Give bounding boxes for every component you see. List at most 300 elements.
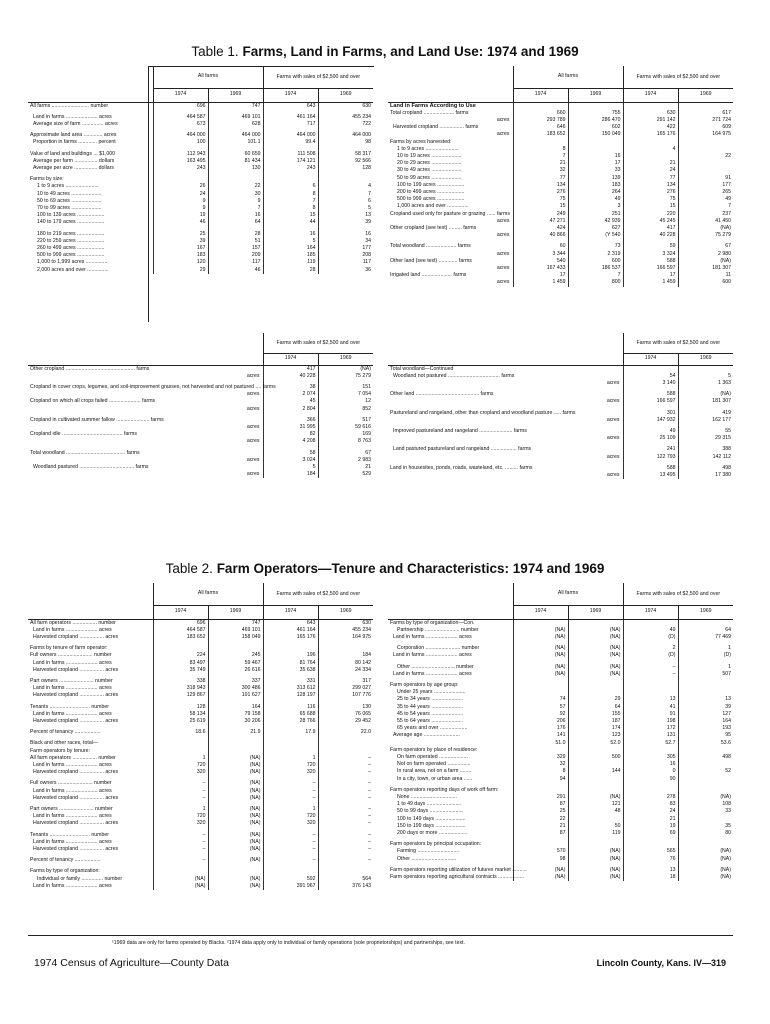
table-row xyxy=(388,725,733,732)
row-label: acres xyxy=(246,405,260,412)
cell-value: (NA) xyxy=(318,365,373,373)
cell-value: 130 xyxy=(318,704,373,711)
table-row xyxy=(388,211,733,218)
cell-value: 15 xyxy=(513,203,568,210)
cell-value: 337 xyxy=(208,678,263,685)
row-label: Land in farms ...................... acres xyxy=(393,633,472,640)
cell-value: 11 xyxy=(678,272,733,279)
cell-value: 717 xyxy=(263,121,318,128)
row-label: 200 to 499 acres ................... xyxy=(397,188,465,195)
table-row xyxy=(388,682,733,689)
table-row xyxy=(388,365,733,373)
cell-value: 38 xyxy=(263,384,318,391)
row-label: acres xyxy=(246,456,260,463)
cell-value: 169 xyxy=(318,431,373,438)
cell-value: 7 xyxy=(263,198,318,205)
cell-value: 8 763 xyxy=(318,438,373,445)
cell-value: 2 804 xyxy=(263,406,318,413)
table1-title-prefix: Table 1. xyxy=(191,44,239,59)
cell-value: 208 xyxy=(318,252,373,259)
cell-value: – xyxy=(318,769,373,776)
row-label: Approximate land area ............. acres xyxy=(30,132,117,139)
cell-value: 630 xyxy=(318,102,373,110)
table-row xyxy=(388,153,733,160)
cell-value: 17 380 xyxy=(678,472,733,479)
table-row xyxy=(28,645,373,652)
row-label: acres xyxy=(606,416,620,423)
cell-value: 49 xyxy=(623,428,678,435)
table-row xyxy=(28,464,373,471)
cell-value: 19 xyxy=(153,212,208,219)
table-row xyxy=(388,124,733,131)
row-label: Average size of farm ............... acres xyxy=(33,120,118,127)
cell-value xyxy=(513,139,568,146)
t2-left-year-1969: 1969 xyxy=(208,605,263,619)
cell-value: 165 176 xyxy=(623,131,678,138)
cell-value: 164 xyxy=(678,718,733,725)
cell-value xyxy=(263,645,318,652)
cell-value xyxy=(318,868,373,875)
table-row xyxy=(388,754,733,761)
cell-value: 21.9 xyxy=(208,729,263,736)
row-label: 150 to 199 days ..................... xyxy=(397,822,466,829)
row-label: Partnership ........................ number xyxy=(397,626,479,633)
cell-value: 646 xyxy=(513,124,568,131)
row-label: 2,000 acres and over ............... xyxy=(37,266,109,273)
table1-sub-left-panel xyxy=(28,333,373,478)
table-row xyxy=(28,780,373,787)
table-row xyxy=(388,634,733,641)
table-row xyxy=(388,689,733,696)
cell-value: 755 xyxy=(568,110,623,117)
cell-value: 16 xyxy=(263,231,318,238)
cell-value: 249 xyxy=(513,211,568,218)
cell-value: 22 xyxy=(208,183,263,190)
cell-value: 7 054 xyxy=(318,391,373,398)
row-label: Harvested cropland ................. farms xyxy=(393,124,479,131)
cell-value xyxy=(568,747,623,754)
cell-value: 82 xyxy=(263,431,318,438)
cell-value: 564 xyxy=(318,876,373,883)
row-label: Harvested cropland ................. acres xyxy=(33,769,119,776)
cell-value: 464 587 xyxy=(153,627,208,634)
cell-value: 7 xyxy=(318,191,373,198)
cell-value: 673 xyxy=(153,121,208,128)
table-row xyxy=(28,868,373,875)
row-label: 140 to 179 acres ................... xyxy=(37,219,105,226)
cell-value: 64 xyxy=(678,627,733,634)
row-label: Tenants ............................ number xyxy=(30,831,109,838)
cell-value: 627 xyxy=(568,225,623,232)
cell-value: 696 xyxy=(153,619,208,627)
cell-value: 95 xyxy=(678,732,733,739)
cell-value: 5 xyxy=(318,205,373,212)
row-label: acres xyxy=(496,232,510,239)
cell-value: 331 xyxy=(263,678,318,685)
table1-title-main: Farms, Land in Farms, and Land Use: xyxy=(242,44,484,59)
cell-value xyxy=(568,139,623,146)
cell-value: 9 xyxy=(208,198,263,205)
row-label: Harvested cropland ................. acres xyxy=(33,820,119,827)
row-label: 30 to 49 acres ..................... xyxy=(397,167,462,174)
cell-value: 108 xyxy=(678,801,733,808)
cell-value: 9 xyxy=(153,198,208,205)
cell-value: 123 xyxy=(568,732,623,739)
cell-value: 4 xyxy=(623,146,678,153)
cell-value xyxy=(623,787,678,794)
row-label: Farm operators by age group: xyxy=(390,681,459,688)
cell-value: 4 208 xyxy=(263,438,318,445)
row-label: Harvested cropland ................. acres xyxy=(33,717,119,724)
cell-value: 129 867 xyxy=(153,692,208,699)
cell-value: 127 xyxy=(678,711,733,718)
cell-value xyxy=(568,146,623,153)
cell-value: (NA) xyxy=(568,856,623,863)
cell-value: 76 xyxy=(623,856,678,863)
cell-value: 498 xyxy=(678,465,733,472)
table-row xyxy=(388,410,733,417)
cell-value: 1 xyxy=(263,755,318,762)
cell-value: 69 xyxy=(623,830,678,837)
cell-value: 49 xyxy=(678,196,733,203)
cell-value: 517 xyxy=(318,417,373,424)
cell-value: 53.6 xyxy=(678,740,733,747)
cell-value: 28 xyxy=(208,231,263,238)
row-label: Land in farms ...................... acres xyxy=(33,626,112,633)
table-row xyxy=(388,874,733,881)
table-row xyxy=(388,203,733,210)
cell-value: 64 xyxy=(208,219,263,226)
table-row xyxy=(28,718,373,725)
cell-value: 121 xyxy=(568,801,623,808)
t1-right-year-1969: 1969 xyxy=(568,88,623,102)
row-label: Land in Farms According to Use xyxy=(390,102,476,109)
row-label: Land in farms ...................... acres xyxy=(393,670,472,677)
table-row xyxy=(388,801,733,808)
table2-title-main: Farm Operators—Tenure and Characteristics: xyxy=(216,561,510,576)
cell-value: 177 xyxy=(678,182,733,189)
cell-value: 852 xyxy=(318,406,373,413)
cell-value: 59 616 xyxy=(318,424,373,431)
table-row xyxy=(28,431,373,438)
table-row xyxy=(388,454,733,461)
cell-value xyxy=(208,740,263,747)
table-row xyxy=(388,841,733,848)
cell-value: 5 xyxy=(263,238,318,245)
cell-value: 24 xyxy=(623,808,678,815)
table-row xyxy=(388,472,733,479)
cell-value: 44 xyxy=(263,219,318,226)
cell-value: 35 xyxy=(678,823,733,830)
cell-value xyxy=(263,740,318,747)
cell-value xyxy=(678,167,733,174)
table-row xyxy=(28,457,373,464)
cell-value: 0 xyxy=(623,768,678,775)
footer-publication: 1974 Census of Agriculture—County Data xyxy=(34,957,229,969)
cell-value: 117 xyxy=(318,259,373,266)
cell-value: 301 xyxy=(623,410,678,417)
cell-value: 3 xyxy=(568,203,623,210)
cell-value xyxy=(318,645,373,652)
row-label: Other land (see text) ............. farms xyxy=(390,257,472,264)
cell-value: 464 000 xyxy=(208,132,263,139)
cell-value: 60 659 xyxy=(208,151,263,158)
cell-value: – xyxy=(263,795,318,802)
cell-value: (NA) xyxy=(208,795,263,802)
row-label: Farms by tenure of farm operator: xyxy=(30,645,108,652)
table-row xyxy=(28,711,373,718)
cell-value: (NA) xyxy=(153,883,208,890)
table-row xyxy=(388,139,733,146)
cell-value: 183 xyxy=(153,252,208,259)
cell-value xyxy=(623,619,678,627)
cell-value: 320 xyxy=(263,820,318,827)
table-row xyxy=(388,225,733,232)
cell-value: (NA) xyxy=(208,876,263,883)
cell-value: 617 xyxy=(678,110,733,117)
cell-value: 720 xyxy=(263,762,318,769)
cell-value: 206 xyxy=(513,718,568,725)
cell-value: 80 142 xyxy=(318,660,373,667)
cell-value: 74 xyxy=(513,696,568,703)
cell-value: 91 xyxy=(623,711,678,718)
cell-value: 419 xyxy=(678,410,733,417)
cell-value: (NA) xyxy=(513,671,568,678)
row-label: Irrigated land ..................... farms xyxy=(390,272,467,279)
cell-value: 592 xyxy=(263,876,318,883)
row-label: acres xyxy=(246,372,260,379)
cell-value xyxy=(153,645,208,652)
row-label: Part owners ........................ number xyxy=(30,677,113,684)
row-label: Farm operators by principal occupation: xyxy=(390,841,482,848)
table-row xyxy=(28,692,373,699)
row-label: Value of land and buildings ... $1,000 xyxy=(30,150,115,157)
cell-value: 183 xyxy=(568,182,623,189)
table-row xyxy=(388,243,733,250)
table-row xyxy=(28,373,373,380)
cell-value: 40 228 xyxy=(263,373,318,380)
cell-value: 722 xyxy=(318,121,373,128)
cell-value: 2 983 xyxy=(318,457,373,464)
cell-value: 8 xyxy=(263,191,318,198)
cell-value xyxy=(623,841,678,848)
cell-value: 747 xyxy=(208,102,263,110)
table-row xyxy=(28,634,373,641)
cell-value xyxy=(678,102,733,110)
cell-value: 24 334 xyxy=(318,667,373,674)
cell-value: (NA) xyxy=(568,848,623,855)
row-label: Corporation ........................ number xyxy=(397,645,480,652)
cell-value xyxy=(623,153,678,160)
cell-value: 147 932 xyxy=(623,417,678,424)
cell-value: – xyxy=(153,788,208,795)
t1-left-frame xyxy=(148,66,374,322)
row-label: Total cropland ..................... farms xyxy=(390,109,469,116)
cell-value: 16 xyxy=(208,212,263,219)
cell-value: 112 943 xyxy=(153,151,208,158)
cell-value: 90 xyxy=(623,776,678,783)
row-label: 1 to 49 days ........................ xyxy=(397,801,462,808)
table-row xyxy=(28,406,373,413)
cell-value: 2 xyxy=(623,645,678,652)
cell-value: (NA) xyxy=(568,794,623,801)
cell-value: (NA) xyxy=(208,755,263,762)
cell-value: 67 xyxy=(318,450,373,457)
cell-value: (NA) xyxy=(568,664,623,671)
t2-left-year-1974: 1974 xyxy=(153,605,208,619)
cell-value xyxy=(678,682,733,689)
table-row xyxy=(28,813,373,820)
row-label: Land in farms ...................... acres xyxy=(33,659,112,666)
cell-value xyxy=(318,740,373,747)
cell-value: 45 xyxy=(263,398,318,405)
table-row xyxy=(28,876,373,883)
cell-value: 165 176 xyxy=(263,634,318,641)
cell-value: 265 xyxy=(678,189,733,196)
cell-value: 87 xyxy=(513,830,568,837)
cell-value: 2 074 xyxy=(263,391,318,398)
table-row xyxy=(28,660,373,667)
table-row xyxy=(388,776,733,783)
cell-value xyxy=(513,689,568,696)
row-label: Full owners ........................ number xyxy=(30,652,112,659)
cell-value: – xyxy=(153,795,208,802)
cell-value: 800 xyxy=(568,279,623,286)
cell-value: 64 xyxy=(568,704,623,711)
table-row xyxy=(28,471,373,478)
cell-value: 17 xyxy=(513,272,568,279)
cell-value: 198 xyxy=(623,718,678,725)
table-row xyxy=(388,251,733,258)
cell-value: – xyxy=(318,839,373,846)
t2-left-year-1974b: 1974 xyxy=(263,605,318,619)
table2-bottom-rule xyxy=(28,935,733,936)
cell-value: 58 134 xyxy=(153,711,208,718)
table-row xyxy=(28,788,373,795)
row-label: 220 to 259 acres ................... xyxy=(37,237,105,244)
table-row xyxy=(28,450,373,457)
table-row xyxy=(388,747,733,754)
cell-value: 7 xyxy=(513,153,568,160)
row-label: Proportion in farms ............. percent xyxy=(33,139,116,146)
cell-value xyxy=(678,841,733,848)
cell-value: 366 xyxy=(263,417,318,424)
cell-value: 388 xyxy=(678,446,733,453)
cell-value: 151 xyxy=(318,384,373,391)
cell-value: 77 469 xyxy=(678,634,733,641)
row-label: None ................................ xyxy=(397,793,457,800)
table2-title-prefix: Table 2. xyxy=(165,561,213,576)
cell-value: 32 xyxy=(513,167,568,174)
cell-value: 40 228 xyxy=(623,232,678,239)
table-row xyxy=(388,465,733,472)
cell-value: 455 234 xyxy=(318,627,373,634)
cell-value: 338 xyxy=(153,678,208,685)
cell-value: 100 xyxy=(153,139,208,146)
cell-value: 13 xyxy=(623,696,678,703)
cell-value: 720 xyxy=(153,813,208,820)
cell-value: 529 xyxy=(318,471,373,478)
cell-value: 209 xyxy=(208,252,263,259)
t1-sub-right-y1969: 1969 xyxy=(678,353,733,365)
cell-value: 41 450 xyxy=(678,218,733,225)
row-label: acres xyxy=(606,435,620,442)
cell-value: 196 xyxy=(263,652,318,659)
table-row xyxy=(28,417,373,424)
table1-title xyxy=(0,44,770,59)
cell-value xyxy=(513,747,568,754)
table-row xyxy=(28,795,373,802)
cell-value: – xyxy=(318,806,373,813)
cell-value: 48 xyxy=(568,808,623,815)
cell-value: 643 xyxy=(263,102,318,110)
table-row xyxy=(388,146,733,153)
table-row xyxy=(388,718,733,725)
cell-value: 183 652 xyxy=(153,634,208,641)
cell-value: – xyxy=(318,820,373,827)
cell-value: 602 xyxy=(568,124,623,131)
table-row xyxy=(28,667,373,674)
table1-title-years: 1974 and 1969 xyxy=(487,44,579,59)
cell-value: (NA) xyxy=(208,883,263,890)
row-label: Not on farm operated ................ xyxy=(397,761,471,768)
row-label: Farming ............................. xyxy=(397,848,460,855)
cell-value: 318 943 xyxy=(153,685,208,692)
cell-value: 29 xyxy=(568,696,623,703)
cell-value: 391 967 xyxy=(263,883,318,890)
cell-value xyxy=(678,139,733,146)
cell-value: 73 xyxy=(568,243,623,250)
table-row xyxy=(28,740,373,747)
cell-value: – xyxy=(318,813,373,820)
cell-value: 134 xyxy=(513,182,568,189)
row-label: 55 to 64 years ...................... xyxy=(397,717,464,724)
t1-sub-left-header: Farms with sales of $2,500 and over xyxy=(263,333,373,353)
table-row xyxy=(388,117,733,124)
table-row xyxy=(388,856,733,863)
cell-value: 58 xyxy=(263,450,318,457)
cell-value: 17 xyxy=(568,160,623,167)
table-row xyxy=(388,175,733,182)
cell-value xyxy=(568,761,623,768)
cell-value: 92 xyxy=(513,711,568,718)
cell-value: 424 xyxy=(513,225,568,232)
cell-value: 167 433 xyxy=(513,265,568,272)
cell-value: 33 xyxy=(678,808,733,815)
cell-value: 21 xyxy=(513,823,568,830)
row-label: 35 to 44 years ...................... xyxy=(397,703,464,710)
table-row xyxy=(388,761,733,768)
cell-value: 51 xyxy=(208,238,263,245)
cell-value xyxy=(513,102,568,110)
row-label: Black and other races, total— xyxy=(30,740,99,747)
table-row xyxy=(388,671,733,678)
table-row xyxy=(28,755,373,762)
cell-value: (NA) xyxy=(568,671,623,678)
row-label: 180 to 219 acres ................... xyxy=(37,230,105,237)
cell-value: 164 xyxy=(208,704,263,711)
cell-value xyxy=(678,816,733,823)
cell-value: 107 776 xyxy=(318,692,373,699)
cell-value: 119 xyxy=(568,830,623,837)
table-row xyxy=(28,384,373,391)
table-row xyxy=(388,102,733,110)
table-row xyxy=(388,740,733,747)
cell-value xyxy=(678,619,733,627)
t1-left-col-sales: Farms with sales of $2,500 and over xyxy=(263,66,373,88)
row-label: Total woodland ......................................... farms xyxy=(30,449,140,456)
cell-value: 17.9 xyxy=(263,729,318,736)
